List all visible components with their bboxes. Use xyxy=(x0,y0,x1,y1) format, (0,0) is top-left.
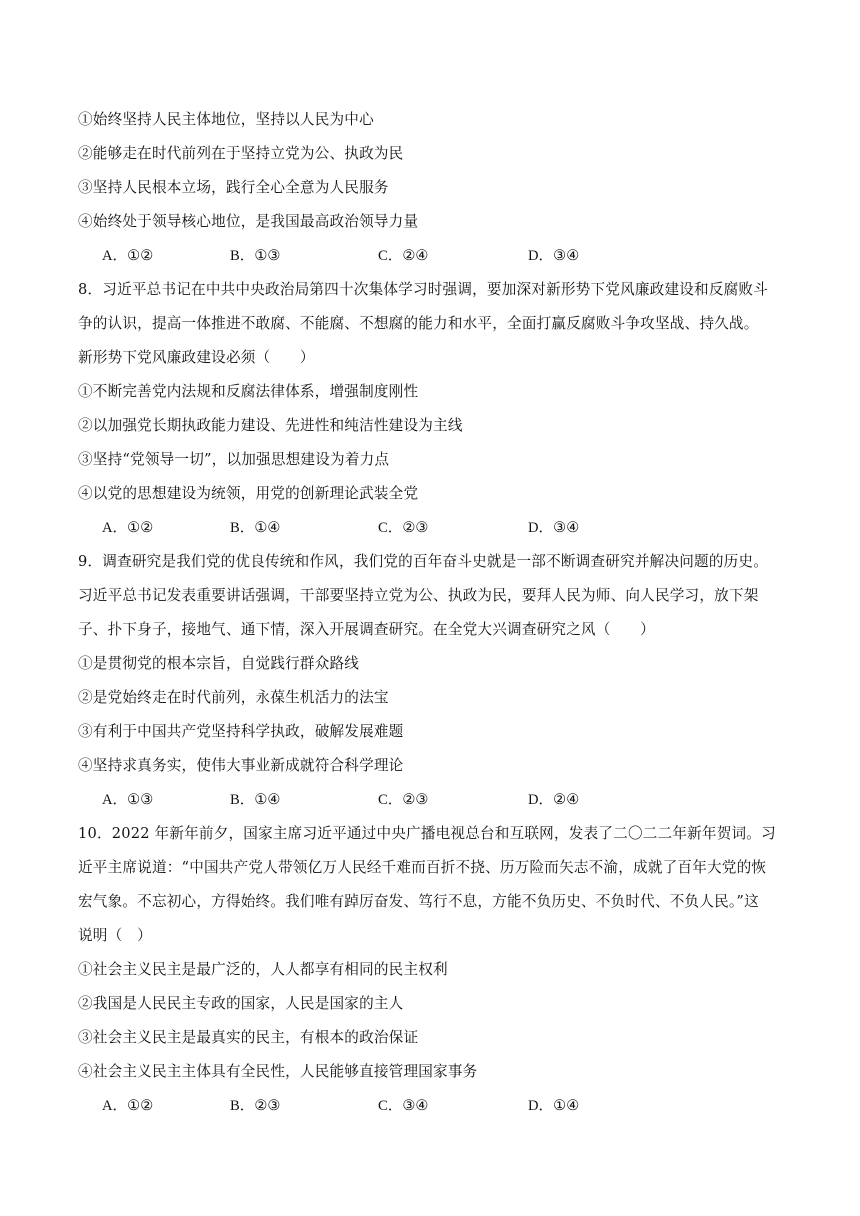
q10-option-d[interactable]: D．①④ xyxy=(528,1097,580,1114)
q9-statement-2: ②是党始终走在时代前列，永葆生机活力的法宝 xyxy=(78,689,389,706)
q7-statement-3: ③坚持人民根本立场，践行全心全意为人民服务 xyxy=(78,179,389,196)
q10-option-a[interactable]: A．①② xyxy=(102,1097,154,1114)
q9-stem-line-1: 9．调查研究是我们党的优良传统和作风，我们党的百年奋斗史就是一部不断调查研究并解决问题的历史。 xyxy=(78,553,769,570)
q8-option-c[interactable]: C．②③ xyxy=(378,519,429,536)
q9-option-b[interactable]: B．①④ xyxy=(230,791,281,808)
q8-stem-line-2: 争的认识，提高一体推进不敢腐、不能腐、不想腐的能力和水平，全面打赢反腐败斗争攻坚战、持久战。 xyxy=(78,315,759,332)
q10-statement-2: ②我国是人民民主专政的国家，人民是国家的主人 xyxy=(78,995,404,1012)
q7-option-a[interactable]: A．①② xyxy=(102,247,154,264)
q8-stem-line-1: 8．习近平总书记在中共中央政治局第四十次集体学习时强调，要加深对新形势下党风廉政建设和反腐败斗 xyxy=(78,281,769,298)
q10-stem-line-1: 10．2022 年新年前夕，国家主席习近平通过中央广播电视总台和互联网，发表了二〇二二年新年贺词。习 xyxy=(78,825,776,842)
q10-statement-1: ①社会主义民主是最广泛的，人人都享有相同的民主权利 xyxy=(78,961,448,978)
q9-stem-line-2: 习近平总书记发表重要讲话强调，干部要坚持立党为公、执政为民，要拜人民为师、向人民学习，放下架 xyxy=(78,587,759,604)
q7-statement-1: ①始终坚持人民主体地位，坚持以人民为中心 xyxy=(78,111,374,128)
q10-options xyxy=(102,1096,802,1116)
q8-option-a[interactable]: A．①② xyxy=(102,519,154,536)
q9-stem-line-3: 子、扑下身子，接地气、通下情，深入开展调查研究。在全党大兴调查研究之风（ ） xyxy=(78,621,655,638)
q9-statement-3: ③有利于中国共产党坚持科学执政，破解发展难题 xyxy=(78,723,404,740)
q8-option-b[interactable]: B．①④ xyxy=(230,519,281,536)
q9-option-a[interactable]: A．①③ xyxy=(102,791,154,808)
q10-statement-4: ④社会主义民主主体具有全民性，人民能够直接管理国家事务 xyxy=(78,1063,478,1080)
q7-statement-4: ④始终处于领导核心地位，是我国最高政治领导力量 xyxy=(78,213,419,230)
q8-statement-2: ②以加强党长期执政能力建设、先进性和纯洁性建设为主线 xyxy=(78,417,463,434)
q10-stem-line-3: 宏气象。不忘初心，方得始终。我们唯有踔厉奋发、笃行不息，方能不负历史、不负时代、不负人民。”这 xyxy=(78,893,759,910)
q10-statement-3: ③社会主义民主是最真实的民主，有根本的政治保证 xyxy=(78,1029,419,1046)
q10-stem-line-4: 说明（ ） xyxy=(78,927,152,944)
q8-statement-3: ③坚持“党领导一切”，以加强思想建设为着力点 xyxy=(78,451,390,468)
q8-stem-line-3: 新形势下党风廉政建设必须（ ） xyxy=(78,349,315,366)
q7-statement-2: ②能够走在时代前列在于坚持立党为公、执政为民 xyxy=(78,145,404,162)
q7-option-b[interactable]: B．①③ xyxy=(230,247,281,264)
q9-option-c[interactable]: C．②③ xyxy=(378,791,429,808)
q9-option-d[interactable]: D．②④ xyxy=(528,791,580,808)
q10-option-c[interactable]: C．③④ xyxy=(378,1097,429,1114)
q10-stem-line-2: 近平主席说道：“中国共产党人带领亿万人民经千难而百折不挠、历万险而矢志不渝，成就了百年大党的恢 xyxy=(78,859,767,876)
q9-options xyxy=(102,790,802,810)
q8-statement-4: ④以党的思想建设为统领，用党的创新理论武装全党 xyxy=(78,485,419,502)
q7-option-c[interactable]: C．②④ xyxy=(378,247,429,264)
q8-options xyxy=(102,518,802,538)
q7-options xyxy=(102,246,802,266)
q9-statement-4: ④坚持求真务实，使伟大事业新成就符合科学理论 xyxy=(78,757,404,774)
q7-option-d[interactable]: D．③④ xyxy=(528,247,580,264)
q8-option-d[interactable]: D．③④ xyxy=(528,519,580,536)
q10-option-b[interactable]: B．②③ xyxy=(230,1097,281,1114)
q9-statement-1: ①是贯彻党的根本宗旨，自觉践行群众路线 xyxy=(78,655,360,672)
q8-statement-1: ①不断完善党内法规和反腐法律体系，增强制度刚性 xyxy=(78,383,419,400)
